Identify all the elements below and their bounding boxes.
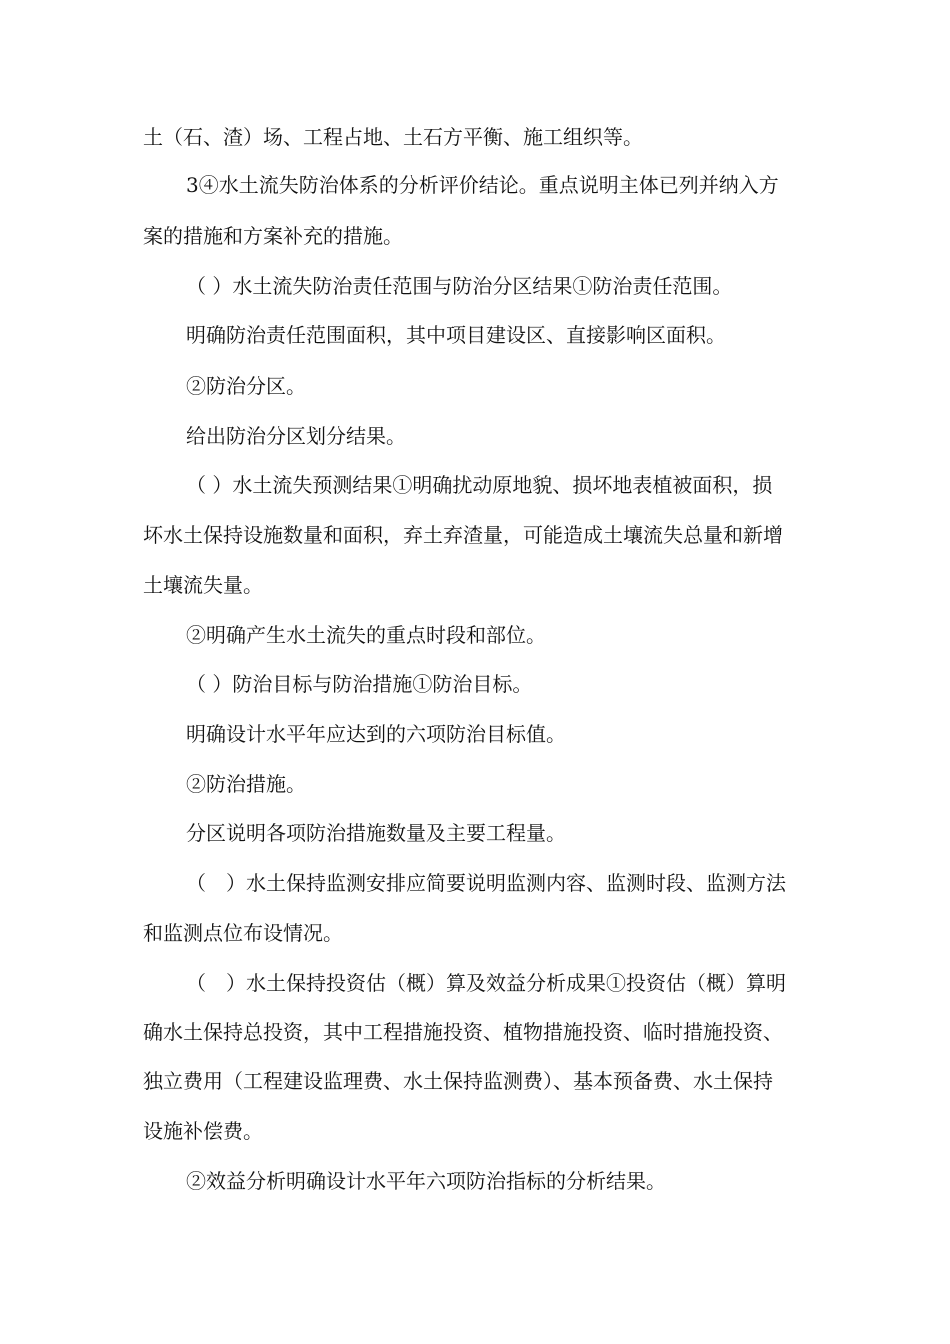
paragraph-line: （ ）水土保持投资估（概）算及效益分析成果①投资估（概）算明	[186, 971, 786, 995]
paragraph-line: 确水土保持总投资，其中工程措施投资、植物措施投资、临时措施投资、	[143, 1020, 783, 1044]
paragraph-line: ②防治措施。	[186, 772, 306, 796]
paragraph-line: （ ）防治目标与防治措施①防治目标。	[186, 672, 533, 696]
paragraph-line: 案的措施和方案补充的措施。	[143, 224, 403, 248]
paragraph-line: 明确设计水平年应达到的六项防治目标值。	[186, 722, 566, 746]
paragraph-line: （ ）水土流失防治责任范围与防治分区结果①防治责任范围。	[186, 274, 733, 298]
paragraph-line: ②效益分析明确设计水平年六项防治指标的分析结果。	[186, 1169, 666, 1193]
paragraph-line: ②明确产生水土流失的重点时段和部位。	[186, 623, 546, 647]
paragraph-line: 明确防治责任范围面积，其中项目建设区、直接影响区面积。	[186, 323, 726, 347]
paragraph-line: ②防治分区。	[186, 374, 306, 398]
paragraph-line: 分区说明各项防治措施数量及主要工程量。	[186, 821, 566, 845]
paragraph-line: 3④水土流失防治体系的分析评价结论。重点说明主体已列并纳入方	[186, 173, 779, 197]
paragraph-line: 和监测点位布设情况。	[143, 921, 343, 945]
paragraph-line: （ ）水土保持监测安排应简要说明监测内容、监测时段、监测方法	[186, 871, 786, 895]
paragraph-line: 独立费用（工程建设监理费、水土保持监测费）、基本预备费、水土保持	[143, 1069, 773, 1093]
paragraph-line: 坏水土保持设施数量和面积，弃土弃渣量，可能造成土壤流失总量和新增	[143, 523, 783, 547]
paragraph-line: 设施补偿费。	[143, 1119, 263, 1143]
paragraph-line: 给出防治分区划分结果。	[186, 424, 406, 448]
paragraph-line: 土（石、渣）场、工程占地、土石方平衡、施工组织等。	[143, 125, 643, 149]
paragraph-line: （ ）水土流失预测结果①明确扰动原地貌、损坏地表植被面积，损	[186, 473, 773, 497]
paragraph-line: 土壤流失量。	[143, 573, 263, 597]
